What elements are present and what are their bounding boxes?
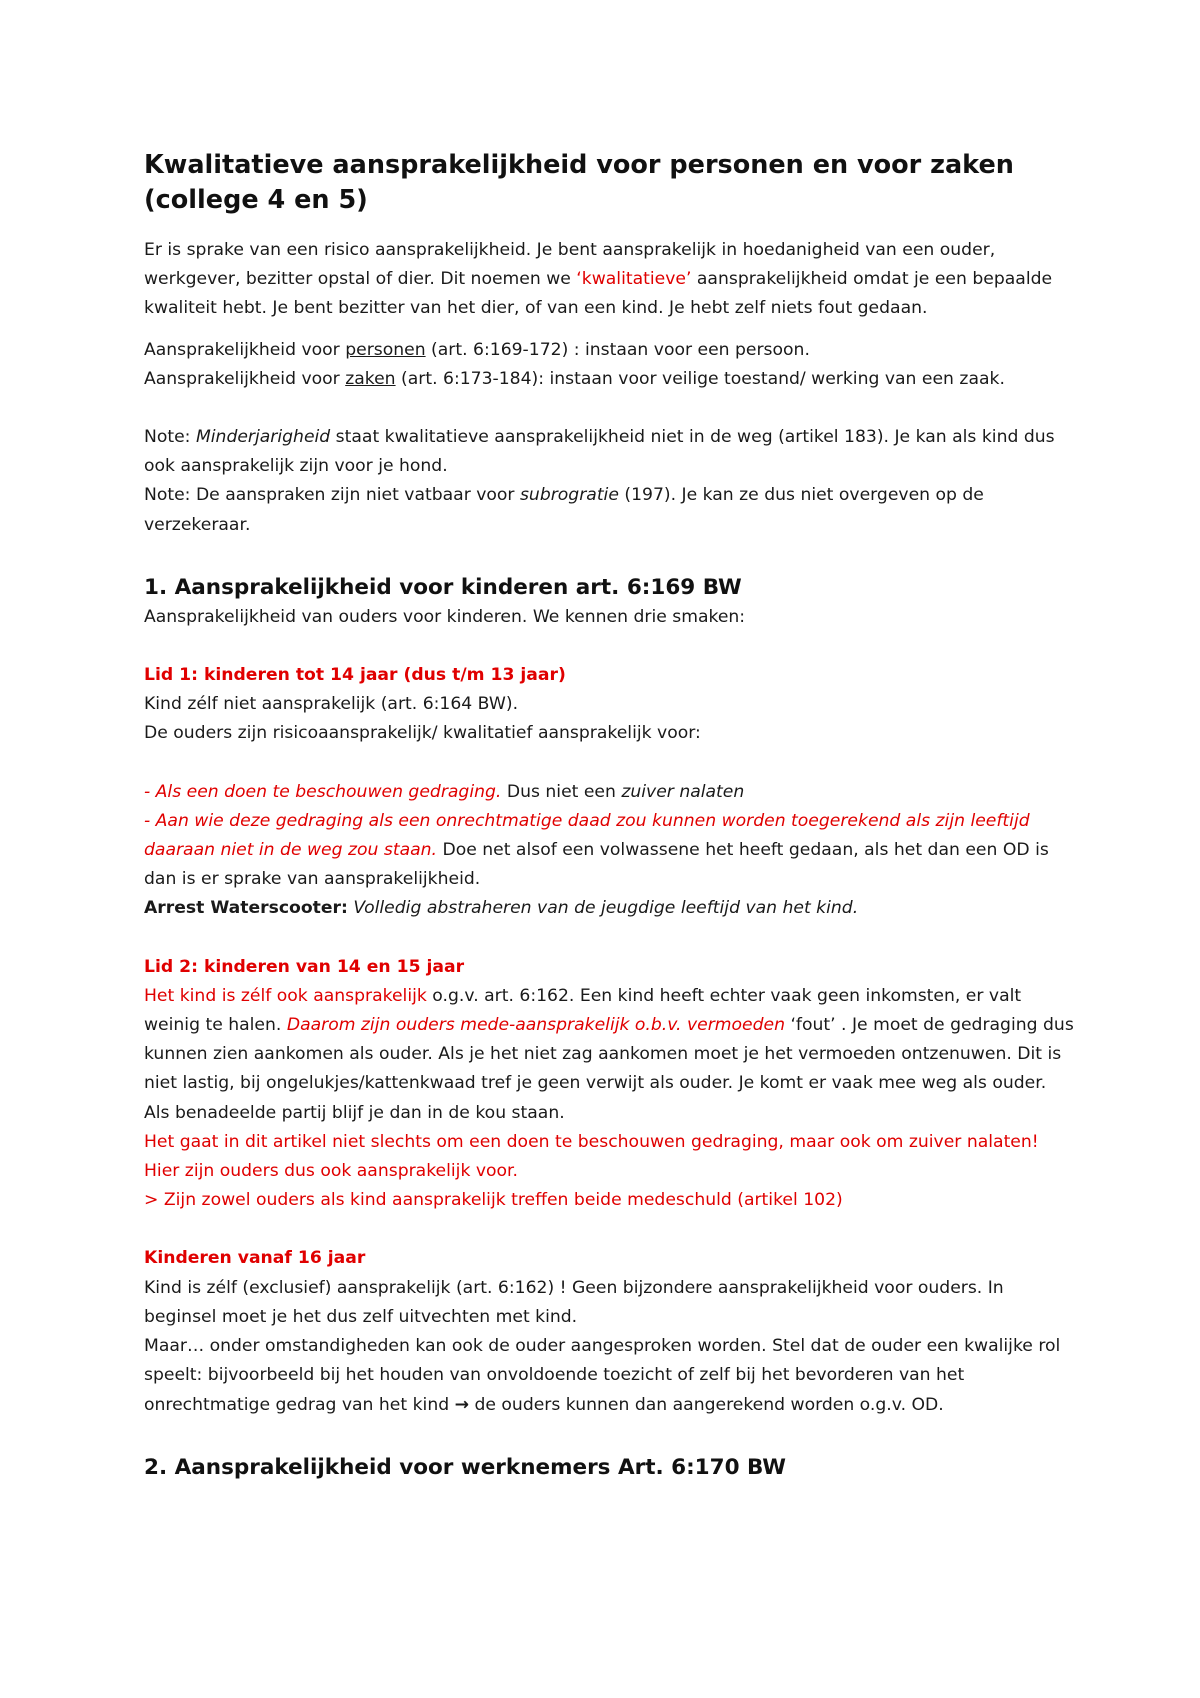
lid-2-paragraph xyxy=(144,982,1074,1128)
intro-highlight: ‘kwalitatieve’ xyxy=(576,269,692,290)
lid-1-bullet-2 xyxy=(144,807,1074,895)
lid-3-text-a: Maar… onder omstandigheden kan ook de ouder aangesproken worden. Stel dat de ouder een kwalijke rol speelt: bijvoorbeeld bij het houden van onvoldoende toezicht of zelf bij het bevorderen van het onrechtmatige gedrag van het kind xyxy=(144,1336,1061,1415)
bullet-2-red: - Aan wie deze gedraging als een onrechtmatige daad zou kunnen worden toegerekend als zijn leeftijd daaraan niet in de weg zou staan. xyxy=(144,810,1030,861)
arrest-label: Arrest Waterscooter: xyxy=(144,898,348,919)
lid-1-paragraph-2: De ouders zijn risicoaansprakelijk/ kwalitatief aansprakelijk voor: xyxy=(144,723,701,744)
lid-3-paragraph-1: Kind is zélf (exclusief) aansprakelijk (art. 6:162) ! Geen bijzondere aansprakelijkheid voor ouders. In beginsel moet je het dus zelf uitvechten met kind. xyxy=(144,1277,1004,1327)
zaken-line xyxy=(144,365,1074,394)
note-minderjarigheid xyxy=(144,423,1074,481)
personen-text-c: (art. 6:169-172) : instaan voor een persoon. xyxy=(425,339,810,360)
lid-3-paragraph-2 xyxy=(144,1332,1074,1420)
section-2-heading: 2. Aansprakelijkheid voor werknemers Art. 6:170 BW xyxy=(144,1454,786,1480)
intro-paragraph xyxy=(144,236,1074,324)
zaken-text-c: (art. 6:173-184): instaan voor veilige toestand/ werking van een zaak. xyxy=(395,368,1005,389)
note1-text-a: Note: xyxy=(144,427,196,448)
section-1-intro: Aansprakelijkheid van ouders voor kinderen. We kennen drie smaken: xyxy=(144,606,746,627)
bullet-1-italic: zuiver nalaten xyxy=(621,781,745,802)
lid-2-heading: Lid 2: kinderen van 14 en 15 jaar xyxy=(144,956,465,977)
intro-text-2: aansprakelijkheid omdat je een bepaalde kwaliteit hebt. Je bent bezitter van het dier, of van een kind. Je hebt zelf niets fout gedaan. xyxy=(144,269,1053,319)
bullet-1-text: Dus niet een xyxy=(501,781,622,802)
note2-text-c: (197). Je kan ze dus niet overgeven op de verzekeraar. xyxy=(144,485,984,535)
title-line-2: (college 4 en 5) xyxy=(144,185,368,215)
note2-italic: subrogratie xyxy=(519,485,619,506)
lid-1-bullet-1 xyxy=(144,778,1074,807)
arrest-text: Volledig abstraheren van de jeugdige leeftijd van het kind. xyxy=(347,898,859,919)
personen-text-a: Aansprakelijkheid voor xyxy=(144,339,346,360)
bullet-2-text: Doe net alsof een volwassene het heeft gedaan, als het dan een OD is dan is er sprake van aansprakelijkheid. xyxy=(144,840,1049,890)
lid-1-paragraph-1: Kind zélf niet aansprakelijk (art. 6:164 BW). xyxy=(144,694,519,715)
personen-underlined: personen xyxy=(345,339,426,360)
lid-2-text-b: ‘fout’ . Je moet de gedraging dus kunnen zien aankomen als ouder. Als je het niet zag aankomen moet je het vermoeden ontzenuwen. Dit is niet lastig, bij ongelukjes/kattenkwaad tref je geen verwijt als ouder. Je komt er vaak mee weg als ouder. Als benadeelde partij blijf je dan in de kou staan. xyxy=(144,1015,1074,1123)
section-1-heading: 1. Aansprakelijkheid voor kinderen art. 6:169 BW xyxy=(144,574,742,600)
note1-text-c: staat kwalitatieve aansprakelijkheid niet in de weg (artikel 183). Je kan als kind dus ook aansprakelijk zijn voor je hond. xyxy=(144,427,1055,477)
lid-2-red-italic: Daarom zijn ouders mede-aansprakelijk o.b.v. vermoeden xyxy=(286,1015,785,1036)
arrest-waterscooter xyxy=(144,894,1074,923)
lid-2-text-a: o.g.v. art. 6:162. Een kind heeft echter vaak geen inkomsten, er valt weinig te halen. xyxy=(144,985,1022,1036)
bullet-1-red: - Als een doen te beschouwen gedraging. xyxy=(144,781,502,802)
document-title xyxy=(144,148,1074,218)
lid-1-heading: Lid 1: kinderen tot 14 jaar (dus t/m 13 jaar) xyxy=(144,665,566,686)
note-subrogratie xyxy=(144,481,1074,539)
personen-line xyxy=(144,336,1074,365)
note1-italic: Minderjarigheid xyxy=(195,427,331,448)
zaken-text-a: Aansprakelijkheid voor xyxy=(144,368,346,389)
note2-text-a: Note: De aanspraken zijn niet vatbaar voor xyxy=(144,485,520,506)
lid-3-heading: Kinderen vanaf 16 jaar xyxy=(144,1248,366,1269)
intro-text-1: Er is sprake van een risico aansprakelijkheid. Je bent aansprakelijk in hoedanigheid van een ouder, werkgever, bezitter opstal of dier. Dit noemen we xyxy=(144,240,996,290)
lid-3-text-b: de ouders kunnen dan aangerekend worden o.g.v. OD. xyxy=(469,1394,944,1415)
document-content xyxy=(144,148,1074,1483)
lid-2-medeschuld: > Zijn zowel ouders als kind aansprakelijk treffen beide medeschuld (artikel 102) xyxy=(144,1190,843,1211)
title-line-1: Kwalitatieve aansprakelijkheid voor personen en voor zaken xyxy=(144,150,1014,180)
arrow-right-icon: → xyxy=(454,1394,469,1415)
lid-2-red-1: Het kind is zélf ook aansprakelijk xyxy=(144,985,427,1006)
lid-2-red-paragraph: Het gaat in dit artikel niet slechts om een doen te beschouwen gedraging, maar ook om zuiver nalaten! Hier zijn ouders dus ook aansprakelijk voor. xyxy=(144,1131,1039,1182)
zaken-underlined: zaken xyxy=(345,368,396,389)
